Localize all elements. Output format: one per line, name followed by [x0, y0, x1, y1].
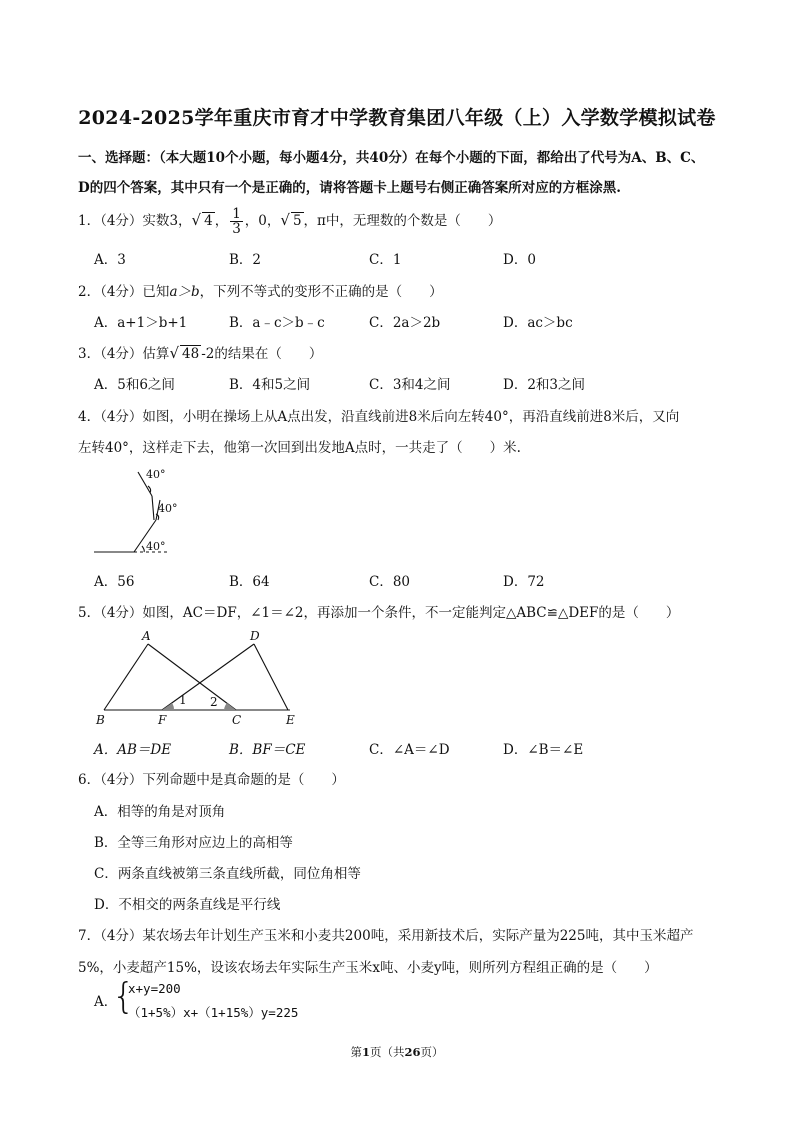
- fig-point-f: F: [158, 713, 167, 727]
- q4-option-c[interactable]: C．80: [369, 574, 411, 590]
- question-4-line1: 4．（4分）如图，小明在操场上从A点出发，沿直线前进8米后向左转40°，再沿直线前进8米后，又向: [78, 409, 680, 425]
- fig-point-c: C: [232, 713, 242, 727]
- question-5: 5．（4分）如图，AC＝DF，∠1＝∠2，再添加一个条件，不一定能判定△ABC≌△DEF的是（ ）: [78, 605, 680, 621]
- question-1: 1．（4分）实数3，√ 4 ， $\frac{1}{3}$ ，0，√ 5 ，π中，无理数的个数是（ ）: [78, 206, 502, 237]
- q3-radicand: 48: [182, 346, 200, 362]
- q5-figure: [90, 624, 310, 732]
- question-6: 6．（4分）下列命题中是真命题的是（ ）: [78, 772, 345, 788]
- footer-page-number: 1: [361, 1045, 370, 1059]
- q7-option-a-eq2: （1+5%）x+（1+15%）y=225: [128, 1005, 299, 1020]
- footer-pre: 第: [350, 1045, 362, 1059]
- q3-option-c[interactable]: C．3和4之间: [369, 377, 451, 393]
- fig-point-a: A: [142, 629, 151, 643]
- sqrt-symbol: √: [191, 211, 202, 229]
- sqrt-symbol: √: [280, 211, 290, 229]
- page-title: 2024-2025学年重庆市育才中学教育集团八年级（上）入学数学模拟试卷: [78, 107, 716, 129]
- q2-option-b[interactable]: B．a﹣c＞b﹣c: [229, 315, 325, 331]
- q6-option-b[interactable]: B．全等三角形对应边上的高相等: [94, 835, 293, 851]
- q2-option-c[interactable]: C．2a＞2b: [369, 315, 441, 331]
- question-7-line2: 5%，小麦超产15%，设该农场去年实际生产玉米x吨、小麦y吨，则所列方程组正确的是（ ）: [78, 960, 658, 976]
- q5-option-c[interactable]: C．∠A＝∠D: [369, 742, 450, 758]
- question-3: [78, 342, 322, 362]
- q1-sqrt4: 4: [204, 213, 213, 229]
- q6-option-c[interactable]: C．两条直线被第三条直线所截，同位角相等: [94, 866, 361, 882]
- fig-angle-label: 40°: [158, 502, 178, 515]
- fig-point-d: D: [250, 629, 260, 643]
- footer-mid: 页（共: [370, 1045, 405, 1059]
- q1-sqrt5: 5: [292, 213, 302, 229]
- q6-option-a[interactable]: A．相等的角是对顶角: [94, 804, 226, 820]
- footer-post: 页）: [420, 1045, 444, 1059]
- sqrt-symbol: √: [169, 344, 179, 362]
- fig-angle-label: 40°: [146, 468, 166, 481]
- q4-option-d[interactable]: D．72: [503, 574, 545, 590]
- q2-suffix: ，下列不等式的变形不正确的是（ ）: [199, 284, 443, 300]
- question-2: [78, 280, 443, 300]
- q2-prefix: 2．（4分）已知: [78, 284, 170, 300]
- q1-v1: 3，: [169, 213, 192, 229]
- q5-option-b[interactable]: B．BF＝CE: [229, 742, 306, 758]
- q2-option-a[interactable]: A．a+1＞b+1: [94, 315, 188, 331]
- fig-segment-de: [254, 644, 288, 710]
- question-7-line1: 7．（4分）某农场去年计划生产玉米和小麦共200吨，采用新技术后，实际产量为225吨，其中玉米超产: [78, 928, 694, 944]
- q3-prefix: 3．（4分）估算: [78, 346, 170, 362]
- q5-option-a[interactable]: A．AB＝DE: [94, 742, 172, 758]
- section-instructions-line2: D的四个答案，其中只有一个是正确的，请将答题卡上题号右侧正确答案所对应的方框涂黑.: [78, 180, 621, 196]
- fig-point-e: E: [286, 713, 295, 727]
- fraction-denominator: 3: [232, 221, 241, 237]
- fig-angle-1-marker: [162, 703, 174, 710]
- q4-figure: [90, 462, 190, 558]
- fig-angle-label: 40°: [146, 540, 166, 553]
- q1-mid: ，0，: [244, 213, 281, 229]
- q3-option-b[interactable]: B．4和5之间: [229, 377, 311, 393]
- q1-option-d[interactable]: D．0: [503, 252, 536, 268]
- q3-suffix: -2的结果在（ ）: [201, 346, 323, 362]
- q1-option-b[interactable]: B．2: [229, 252, 262, 268]
- fig-angle-arc: [142, 546, 144, 552]
- q3-option-a[interactable]: A．5和6之间: [94, 377, 175, 393]
- q4-option-a[interactable]: A．56: [94, 574, 135, 590]
- fig-segment-ac: [148, 644, 236, 710]
- page-footer: [0, 1044, 794, 1060]
- q7-option-a-eq1: x+y=200: [128, 981, 181, 996]
- q2-condition: a＞b: [169, 284, 200, 300]
- fig-angle-2-marker: [224, 703, 236, 710]
- footer-total-pages: 26: [404, 1045, 421, 1059]
- fraction-numerator: 1: [232, 206, 241, 222]
- q7-option-a-label[interactable]: A．: [94, 994, 118, 1010]
- fig-angle-1-label: 1: [179, 693, 187, 707]
- q2-option-d[interactable]: D．ac＞bc: [503, 315, 573, 331]
- q5-option-d[interactable]: D．∠B＝∠E: [503, 742, 584, 758]
- q1-prefix: 1．（4分）实数: [78, 213, 170, 229]
- q1-option-a[interactable]: A．3: [94, 252, 126, 268]
- fig-segment-ab: [104, 644, 148, 710]
- question-4-line2: 左转40°，这样走下去，他第一次回到出发地A点时，一共走了（ ）米.: [78, 440, 521, 456]
- q1-fraction: [230, 207, 243, 236]
- q6-option-d[interactable]: D．不相交的两条直线是平行线: [94, 897, 281, 913]
- q4-option-b[interactable]: B．64: [229, 574, 270, 590]
- q1-option-c[interactable]: C．1: [369, 252, 402, 268]
- fig-point-b: B: [96, 713, 105, 727]
- equation-brace: {: [112, 976, 135, 1017]
- q1-suffix: ，π中，无理数的个数是（ ）: [303, 213, 502, 229]
- fig-segment-fd: [162, 644, 254, 710]
- fig-path-segment: [152, 496, 154, 520]
- fig-angle-2-label: 2: [210, 695, 218, 709]
- q3-option-d[interactable]: D．2和3之间: [503, 377, 586, 393]
- section-instructions-line1: 一、选择题：（本大题10个小题，每小题4分，共40分）在每个小题的下面，都给出了代号为A、B、C、: [78, 150, 705, 166]
